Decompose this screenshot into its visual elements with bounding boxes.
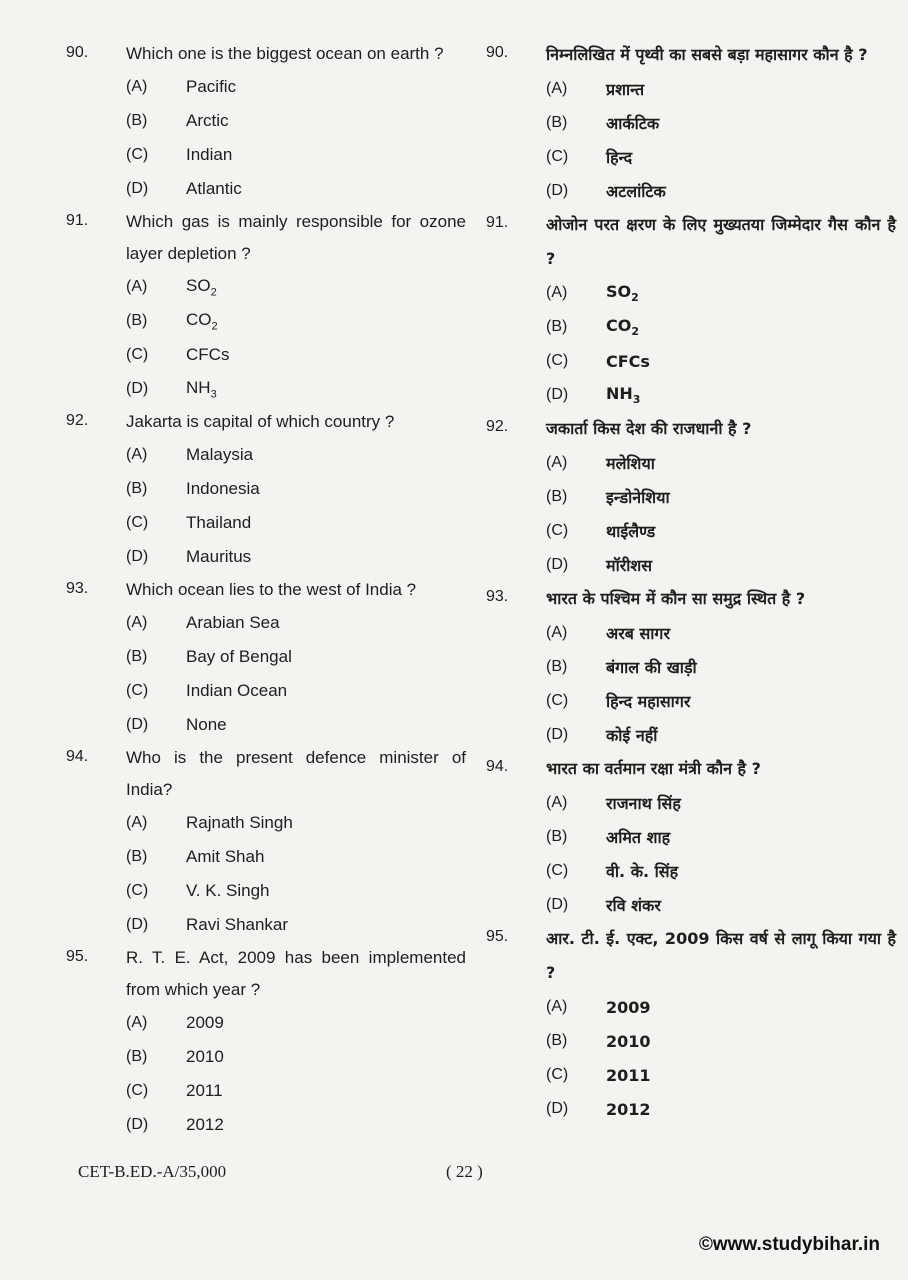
option-text-main: रवि शंकर: [606, 896, 661, 915]
option-text: [606, 112, 659, 134]
option-a: [546, 276, 896, 310]
option-label: (D): [546, 726, 569, 743]
option-subscript: 2: [211, 320, 218, 333]
question-text: भारत के पश्चिम में कौन सा समुद्र स्थित है ?: [546, 589, 806, 608]
option-text: [186, 715, 227, 735]
question-text: Which one is the biggest ocean on earth ?: [126, 44, 444, 63]
question-line: [486, 582, 896, 616]
option-text-main: NH: [186, 377, 211, 397]
option-c: [546, 1058, 896, 1092]
option-d: [546, 1092, 896, 1126]
page-number: ( 22 ): [446, 1162, 483, 1181]
question-90: [66, 38, 466, 206]
option-label: (A): [126, 614, 148, 631]
option-text-main: Arabian Sea: [186, 613, 280, 632]
option-text-main: None: [186, 715, 227, 734]
option-text-main: अटलांटिक: [606, 182, 666, 201]
option-label: (C): [126, 146, 149, 163]
option-label: (D): [546, 386, 569, 403]
option-text-main: CO: [186, 309, 212, 329]
option-text-main: Bay of Bengal: [186, 647, 292, 666]
option-text-main: 2011: [606, 1065, 651, 1085]
option-label: (C): [546, 862, 569, 879]
option-b: [546, 310, 896, 344]
option-subscript: 2: [631, 325, 639, 339]
option-text: [606, 180, 666, 202]
option-subscript: 3: [210, 388, 217, 401]
option-text-main: मॉरीशस: [606, 556, 653, 575]
option-a: [126, 70, 466, 104]
question-93: [66, 574, 466, 742]
option-text: [186, 310, 218, 332]
options-list: [126, 1006, 466, 1142]
option-text: [606, 622, 670, 644]
option-text-main: Pacific: [186, 77, 237, 96]
option-text: [186, 378, 217, 400]
option-a: [546, 72, 896, 106]
option-text-main: Amit Shah: [186, 847, 265, 866]
option-c: [126, 338, 466, 372]
options-list: [126, 70, 466, 206]
option-a: [126, 806, 466, 840]
options-list: [546, 72, 896, 208]
option-text-main: SO: [186, 275, 211, 295]
option-d: [126, 540, 466, 574]
question-number: 95.: [486, 928, 509, 945]
question-line: [486, 922, 896, 990]
option-text: [606, 1032, 651, 1051]
option-text-main: Thailand: [186, 513, 252, 532]
option-b: [546, 650, 896, 684]
option-text: [606, 520, 655, 542]
option-text: [186, 647, 292, 667]
option-text-main: कोई नहीं: [606, 726, 658, 745]
question-line: [66, 942, 466, 1006]
option-text-main: CO: [606, 315, 632, 335]
option-b: [546, 820, 896, 854]
option-text-main: CFCs: [606, 351, 650, 371]
watermark: ©www.studybihar.in: [698, 1234, 880, 1255]
question-91: [66, 206, 466, 406]
option-label: (A): [126, 814, 148, 831]
option-text-main: थाईलैण्ड: [606, 522, 656, 541]
option-a: [546, 446, 896, 480]
option-c: [126, 506, 466, 540]
options-list: [546, 276, 896, 412]
option-label: (B): [546, 658, 568, 675]
option-text-main: Rajnath Singh: [186, 813, 293, 832]
question-text: Who is the present defence minister of India?: [126, 748, 466, 799]
option-label: (B): [126, 112, 148, 129]
option-label: (B): [546, 488, 568, 505]
option-text: [606, 792, 681, 814]
question-92: [486, 412, 896, 582]
option-text: [186, 547, 251, 567]
option-text: [186, 915, 288, 935]
question-line: [66, 406, 466, 438]
option-label: (D): [126, 180, 149, 197]
option-a: [126, 270, 466, 304]
option-text: [186, 145, 232, 165]
option-label: (B): [126, 848, 148, 865]
option-a: [126, 606, 466, 640]
options-list: [126, 806, 466, 942]
option-text: [186, 1047, 224, 1067]
question-number: 94.: [66, 748, 89, 765]
option-text: [606, 352, 650, 371]
option-d: [546, 718, 896, 752]
option-text: [186, 77, 236, 97]
option-b: [546, 1024, 896, 1058]
option-text: [606, 894, 661, 916]
option-text: [186, 179, 242, 199]
option-label: (A): [126, 446, 148, 463]
question-text: जकार्ता किस देश की राजधानी है ?: [546, 419, 752, 438]
option-label: (A): [546, 284, 568, 301]
question-text: Jakarta is capital of which country ?: [126, 412, 395, 431]
option-a: [546, 616, 896, 650]
option-text-main: 2009: [606, 997, 651, 1017]
option-c: [126, 138, 466, 172]
option-text-main: 2012: [606, 1099, 651, 1119]
option-b: [126, 840, 466, 874]
option-text: [606, 690, 690, 712]
question-line: [66, 574, 466, 606]
option-label: (B): [126, 480, 148, 497]
option-text: [186, 345, 229, 365]
paper-code: CET-B.ED.-A/35,000: [78, 1162, 227, 1181]
option-label: (A): [126, 278, 148, 295]
question-text: आर. टी. ई. एक्ट, 2009 किस वर्ष से लागू किया गया है ?: [546, 929, 896, 982]
options-list: [126, 606, 466, 742]
option-text: [606, 452, 655, 474]
option-label: (D): [546, 896, 569, 913]
option-label: (C): [546, 352, 569, 369]
option-label: (B): [546, 114, 568, 131]
option-d: [126, 708, 466, 742]
question-text: भारत का वर्तमान रक्षा मंत्री कौन है ?: [546, 759, 761, 778]
option-label: (C): [126, 1082, 149, 1099]
option-label: (D): [546, 182, 569, 199]
hindi-column: [486, 38, 896, 1126]
option-text-main: आर्कटिक: [606, 114, 660, 133]
option-text: [606, 1066, 651, 1085]
question-line: [486, 752, 896, 786]
option-label: (C): [126, 514, 149, 531]
options-list: [546, 786, 896, 922]
option-text: [606, 78, 644, 100]
option-text: [186, 1115, 224, 1135]
option-text-main: Atlantic: [186, 179, 242, 198]
option-text-main: 2012: [186, 1115, 224, 1134]
option-label: (C): [546, 522, 569, 539]
option-d: [126, 172, 466, 206]
option-text: [186, 813, 293, 833]
option-label: (C): [546, 692, 569, 709]
option-label: (B): [126, 648, 148, 665]
option-label: (C): [126, 682, 149, 699]
question-95: [486, 922, 896, 1126]
options-list: [126, 270, 466, 406]
option-text-main: अमित शाह: [606, 828, 671, 847]
option-text-main: 2011: [186, 1081, 223, 1100]
option-subscript: 2: [631, 291, 639, 305]
option-label: (B): [546, 828, 568, 845]
option-label: (A): [546, 80, 568, 97]
option-text-main: हिन्द: [606, 148, 633, 167]
option-a: [546, 786, 896, 820]
question-number: 93.: [486, 588, 509, 605]
option-text: [186, 111, 229, 131]
option-b: [126, 472, 466, 506]
option-label: (D): [126, 916, 149, 933]
option-text-main: वी. के. सिंह: [606, 862, 679, 881]
option-text: [606, 282, 639, 304]
question-text: निम्नलिखित में पृथ्वी का सबसे बड़ा महासागर कौन है ?: [546, 45, 868, 64]
option-label: (B): [126, 312, 148, 329]
option-text: [606, 724, 657, 746]
option-subscript: 2: [210, 286, 217, 299]
option-text-main: Indian Ocean: [186, 681, 288, 700]
option-label: (D): [126, 1116, 149, 1133]
option-text: [606, 146, 632, 168]
question-line: [66, 38, 466, 70]
question-text: Which gas is mainly responsible for ozone layer depletion ?: [126, 212, 466, 263]
option-label: (B): [126, 1048, 148, 1065]
question-94: [486, 752, 896, 922]
option-text-main: अरब सागर: [606, 624, 670, 643]
option-text-main: Malaysia: [186, 445, 254, 464]
option-label: (B): [546, 1032, 568, 1049]
option-label: (A): [546, 794, 568, 811]
question-91: [486, 208, 896, 412]
option-text-main: Ravi Shankar: [186, 915, 289, 934]
options-list: [546, 616, 896, 752]
option-b: [126, 640, 466, 674]
option-label: (A): [126, 1014, 148, 1031]
option-text: [606, 316, 639, 338]
option-c: [546, 854, 896, 888]
option-label: (A): [546, 998, 568, 1015]
option-text: [186, 1081, 223, 1101]
option-c: [546, 140, 896, 174]
question-number: 92.: [66, 412, 89, 429]
option-text-main: V. K. Singh: [186, 881, 270, 900]
option-text: [186, 1013, 224, 1033]
option-text-main: राजनाथ सिंह: [606, 794, 681, 813]
option-d: [546, 888, 896, 922]
option-label: (D): [126, 548, 149, 565]
option-text-main: Indian: [186, 145, 233, 164]
options-list: [126, 438, 466, 574]
option-text: [606, 384, 640, 406]
question-94: [66, 742, 466, 942]
question-line: [486, 412, 896, 446]
question-line: [486, 38, 896, 72]
option-c: [546, 514, 896, 548]
option-text-main: Indonesia: [186, 479, 260, 498]
question-number: 91.: [486, 214, 509, 231]
option-a: [126, 1006, 466, 1040]
option-label: (A): [546, 454, 568, 471]
option-text: [606, 554, 652, 576]
options-list: [546, 990, 896, 1126]
option-text: [186, 513, 251, 533]
question-line: [66, 742, 466, 806]
question-text: Which ocean lies to the west of India ?: [126, 580, 417, 599]
question-number: 90.: [66, 44, 89, 61]
option-text-main: NH: [606, 383, 633, 403]
question-number: 93.: [66, 580, 89, 597]
option-text-main: प्रशान्त: [606, 80, 645, 99]
option-text-main: इन्डोनेशिया: [606, 488, 670, 507]
question-line: [66, 206, 466, 270]
option-b: [126, 104, 466, 138]
option-text-main: CFCs: [186, 345, 230, 364]
option-label: (A): [126, 78, 148, 95]
option-text: [186, 881, 270, 901]
option-text-main: बंगाल की खाड़ी: [606, 658, 697, 677]
question-number: 94.: [486, 758, 509, 775]
option-text: [606, 826, 670, 848]
option-d: [126, 1108, 466, 1142]
option-c: [546, 684, 896, 718]
option-c: [126, 674, 466, 708]
option-label: (C): [546, 1066, 569, 1083]
option-text-main: 2010: [606, 1031, 651, 1051]
option-subscript: 3: [632, 393, 641, 407]
option-label: (C): [126, 882, 149, 899]
option-text-main: हिन्द महासागर: [606, 692, 691, 711]
question-93: [486, 582, 896, 752]
option-text: [606, 656, 697, 678]
question-text: R. T. E. Act, 2009 has been implemented from which year ?: [126, 948, 466, 999]
option-text-main: SO: [606, 281, 632, 301]
option-text: [186, 613, 280, 633]
option-text-main: 2010: [186, 1047, 224, 1066]
option-d: [546, 378, 896, 412]
option-label: (B): [546, 318, 568, 335]
question-number: 92.: [486, 418, 509, 435]
option-text: [186, 681, 287, 701]
question-number: 91.: [66, 212, 89, 229]
question-line: [486, 208, 896, 276]
option-label: (C): [546, 148, 569, 165]
option-d: [126, 372, 466, 406]
option-b: [546, 480, 896, 514]
option-label: (D): [546, 1100, 569, 1117]
option-text-main: Mauritus: [186, 547, 252, 566]
option-label: (C): [126, 346, 149, 363]
option-text: [186, 445, 253, 465]
question-95: [66, 942, 466, 1142]
option-d: [126, 908, 466, 942]
options-list: [546, 446, 896, 582]
option-text: [606, 998, 651, 1017]
option-b: [546, 106, 896, 140]
question-92: [66, 406, 466, 574]
option-c: [126, 1074, 466, 1108]
question-90: [486, 38, 896, 208]
option-label: (A): [546, 624, 568, 641]
option-text: [186, 276, 217, 298]
option-a: [546, 990, 896, 1024]
option-c: [546, 344, 896, 378]
option-c: [126, 874, 466, 908]
question-number: 90.: [486, 44, 509, 61]
option-d: [546, 174, 896, 208]
question-number: 95.: [66, 948, 89, 965]
option-d: [546, 548, 896, 582]
option-label: (D): [126, 380, 149, 397]
option-b: [126, 304, 466, 338]
option-a: [126, 438, 466, 472]
question-text: ओजोन परत क्षरण के लिए मुख्यतया जिम्मेदार गैस कौन है ?: [546, 215, 896, 268]
option-text-main: Arctic: [186, 111, 229, 130]
option-text: [606, 860, 678, 882]
option-label: (D): [126, 716, 149, 733]
option-b: [126, 1040, 466, 1074]
option-text: [606, 1100, 651, 1119]
english-column: [66, 38, 466, 1142]
option-text: [186, 847, 264, 867]
option-text: [606, 486, 670, 508]
option-label: (D): [546, 556, 569, 573]
option-text-main: 2009: [186, 1013, 224, 1032]
option-text: [186, 479, 260, 499]
option-text-main: मलेशिया: [606, 454, 655, 473]
